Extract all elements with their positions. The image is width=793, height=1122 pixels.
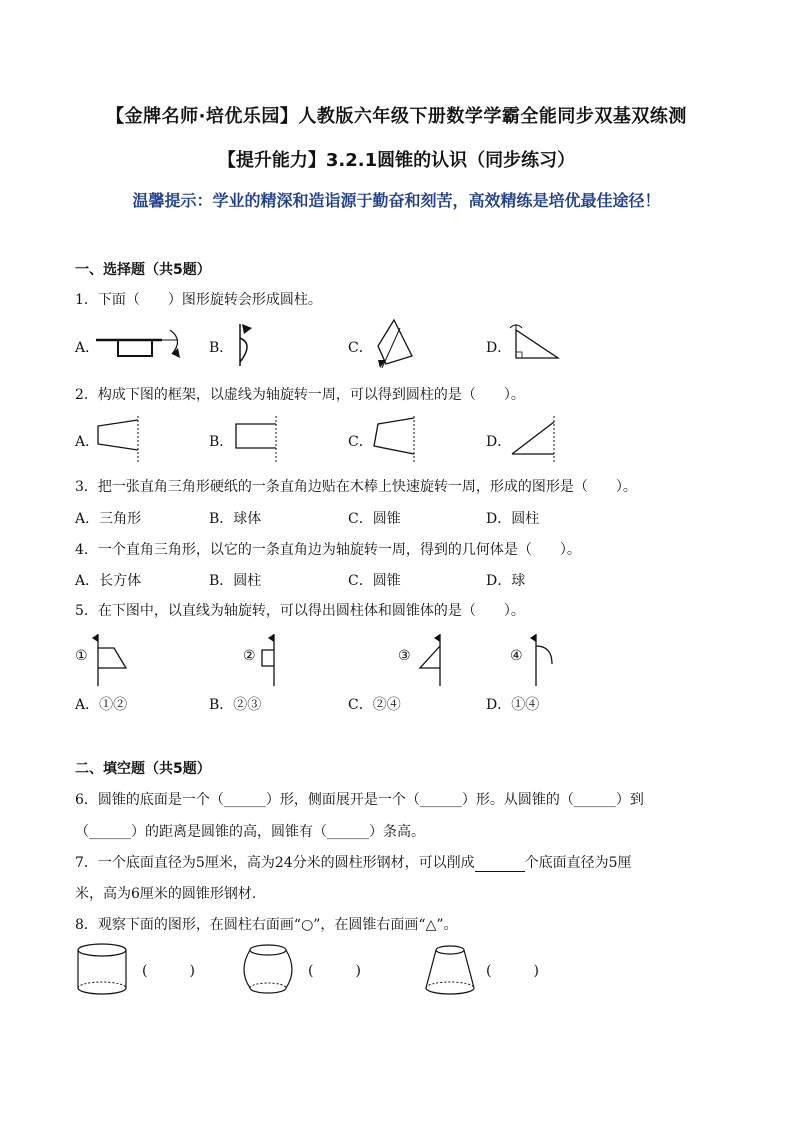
- q5-figure-1: [92, 630, 142, 688]
- q3-stem: 3．把一张直角三角形硬纸的一条直角边贴在木棒上快速旋转一周，形成的图形是（ ）。: [75, 479, 637, 495]
- q4-option-d[interactable]: D．球: [486, 573, 526, 589]
- q1-figure-a: [94, 326, 186, 364]
- q7-line1: [75, 852, 632, 872]
- q4-option-c[interactable]: C．圆锥: [348, 573, 401, 589]
- q5-figure-label-1: ①: [75, 648, 88, 664]
- q2-figure-a: [94, 414, 144, 464]
- q5-option-c[interactable]: C．②④: [348, 697, 401, 713]
- q1-stem: 1．下面（ ）图形旋转会形成圆柱。: [75, 292, 322, 308]
- tip-banner: 温馨提示：学业的精深和造诣源于勤奋和刻苦，高效精练是培优最佳途径！: [132, 191, 661, 210]
- q8-answer-1[interactable]: ( ): [142, 963, 195, 979]
- q8-stem: 8．观察下面的图形，在圆柱右面画“○”，在圆锥右面画“△”。: [75, 917, 458, 933]
- q5-option-b[interactable]: B．②③: [209, 697, 262, 713]
- q1-option-a[interactable]: A．: [75, 340, 100, 356]
- q5-figure-2: [258, 630, 298, 688]
- q8-cylinder-figure: [74, 940, 130, 998]
- q8-barrel-figure: [238, 940, 298, 998]
- q1-option-b[interactable]: B．: [209, 340, 234, 356]
- q2-figure-d: [506, 414, 562, 464]
- q3-option-d[interactable]: D．圆柱: [486, 511, 540, 527]
- q2-option-d[interactable]: D．: [486, 434, 512, 450]
- q1-option-c[interactable]: C．: [348, 340, 373, 356]
- q1-figure-c: [372, 316, 422, 372]
- q5-stem: 5．在下图中，以直线为轴旋转，可以得出圆柱体和圆锥体的是（ ）。: [75, 603, 525, 619]
- q5-figure-label-3: ③: [398, 648, 411, 664]
- q5-figure-4: [524, 630, 564, 688]
- q4-stem: 4．一个直角三角形，以它的一条直角边为轴旋转一周，得到的几何体是（ ）。: [75, 542, 581, 558]
- q3-option-a[interactable]: A．三角形: [75, 511, 142, 527]
- q5-figure-label-4: ④: [510, 648, 523, 664]
- q5-option-d[interactable]: D．①④: [486, 697, 540, 713]
- q1-option-d[interactable]: D．: [486, 340, 512, 356]
- q2-figure-b: [232, 414, 282, 464]
- q5-figure-3: [414, 630, 454, 688]
- q2-option-b[interactable]: B．: [209, 434, 234, 450]
- q7-text-a: 7．一个底面直径为5厘米，高为24分米的圆柱形钢材，可以削成: [75, 855, 475, 871]
- q8-frustum-figure: [420, 940, 480, 998]
- q6-line2: （______）的距离是圆锥的高，圆锥有（______）条高。: [75, 824, 425, 840]
- q7-text-b: 个底面直径为5厘: [524, 855, 632, 871]
- q7-answer-blank[interactable]: [475, 855, 525, 872]
- q2-option-a[interactable]: A．: [75, 434, 100, 450]
- q2-option-c[interactable]: C．: [348, 434, 373, 450]
- q3-option-b[interactable]: B．球体: [209, 511, 262, 527]
- section1-heading: 一、选择题（共5题）: [75, 262, 211, 278]
- q4-option-b[interactable]: B．圆柱: [209, 573, 262, 589]
- q4-option-a[interactable]: A．长方体: [75, 573, 142, 589]
- page-title: 【金牌名师·培优乐园】人教版六年级下册数学学霸全能同步双基双练测: [106, 106, 687, 127]
- q3-option-c[interactable]: C．圆锥: [348, 511, 401, 527]
- q8-answer-2[interactable]: ( ): [308, 963, 361, 979]
- q5-figure-label-2: ②: [243, 648, 256, 664]
- q2-stem: 2．构成下图的框架，以虚线为轴旋转一周，可以得到圆柱的是（ ）。: [75, 387, 525, 403]
- q5-option-a[interactable]: A．①②: [75, 697, 128, 713]
- q1-figure-b: [232, 318, 268, 368]
- q8-answer-3[interactable]: ( ): [486, 963, 539, 979]
- q1-figure-d: [506, 322, 562, 362]
- section2-heading: 二、填空题（共5题）: [75, 761, 211, 777]
- page-subtitle: 【提升能力】3.2.1圆锥的认识（同步练习）: [217, 150, 576, 171]
- q6-line1: 6．圆锥的底面是一个（______）形，侧面展开是一个（______）形。从圆锥的（______）到: [75, 792, 644, 808]
- q7-line2: 米，高为6厘米的圆锥形钢材.: [75, 886, 257, 902]
- q2-figure-c: [370, 414, 422, 464]
